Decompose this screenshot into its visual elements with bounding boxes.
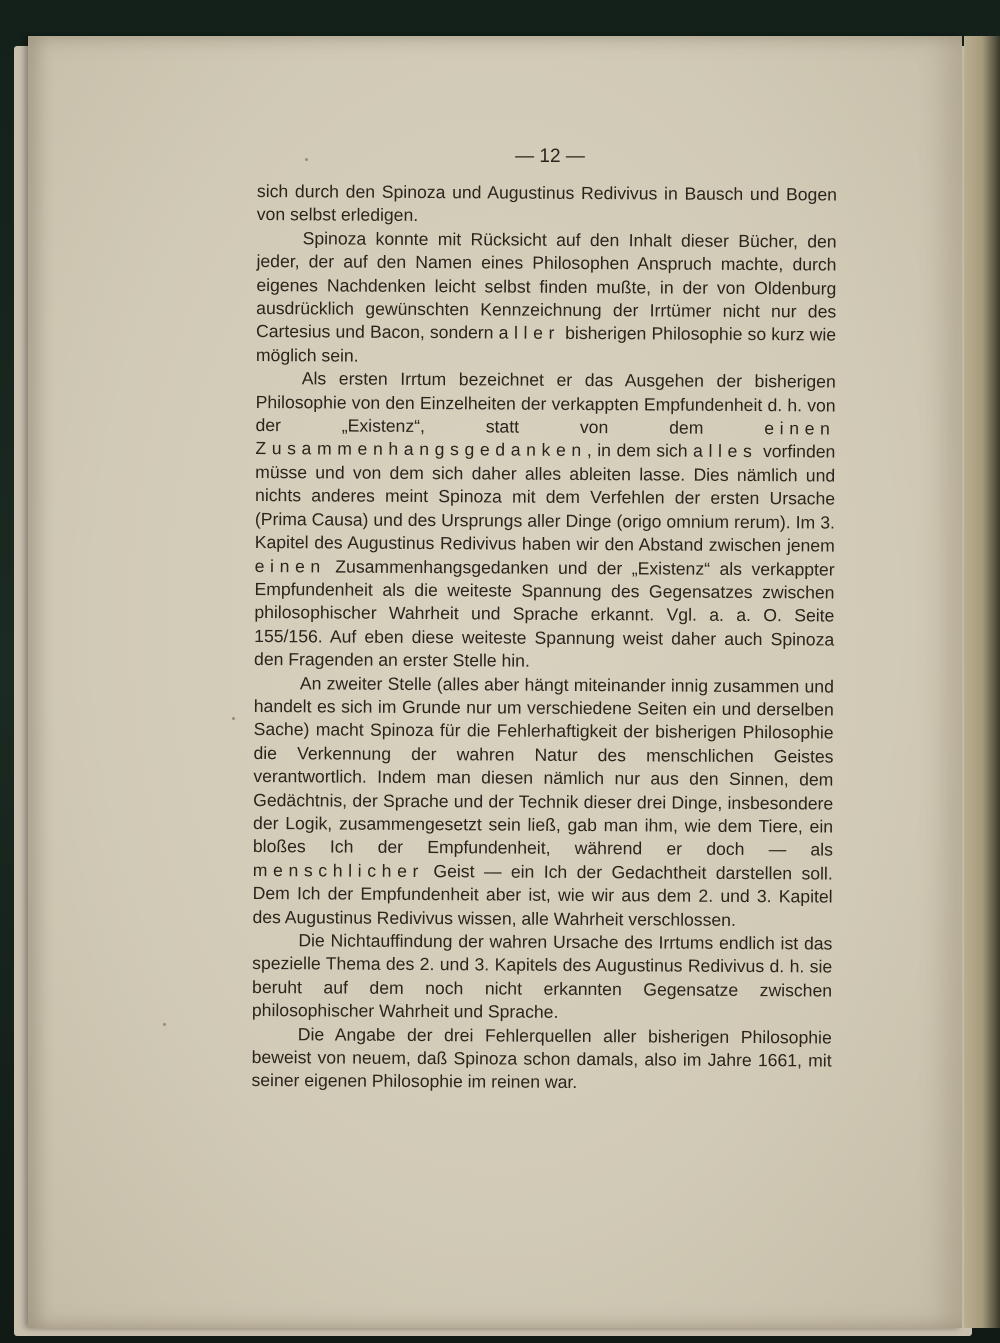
paragraph-text: Zusammenhangsgedanken und der „Existenz“ als verkappter Empfundenheit als die weiteste Spannung des Gegensatzes zwischen philosophischer Wahrheit und Sprache erkannt. Vgl. a. a. O. Seite 155/156. Auf eben diese weiteste Spannung weist daher auch Spinoza den Fragenden an erster Stelle hin. xyxy=(254,555,835,671)
paragraph-text: Die Nichtauffindung der wahren Ursache des Irrtums endlich ist das spezielle Thema des 2. und 3. Kapitels des Augustinus Redivivus d. h. sie beruht auf dem noch nicht erkannten Gegensatze zwischen philosophischer Wahrheit und Sprache. xyxy=(251,930,833,1023)
paragraph xyxy=(251,1023,831,1097)
paragraph-text: Geist — ein Ich der Gedachtheit darstellen soll. Dem Ich der Empfundenheit aber ist, wie wir aus dem 2. und 3. Kapitel des Augustinus Redivivus wissen, alle Wahrheit verschlossen. xyxy=(252,860,833,930)
spaced-emphasis-text: aller xyxy=(498,322,561,344)
spaced-emphasis-text: einen Zusammenhangsgedanken xyxy=(255,418,836,461)
paragraph xyxy=(256,227,837,371)
body-text xyxy=(251,180,837,1096)
paragraph-text: Als ersten Irrtum bezeichnet er das Ausgehen der bisherigen Philosophie von den Einzelheiten der verkappten Empfundenheit d. h. von der „Existenz“, statt von dem xyxy=(255,368,836,439)
paragraph xyxy=(252,929,833,1026)
paragraph-text: Die Angabe der drei Fehlerquellen aller bisherigen Philosophie beweist von neuem, daß Spinoza schon damals, also im Jahre 1661, mit seiner eigenen Philosophie im reinen war. xyxy=(251,1023,832,1093)
paragraph xyxy=(252,672,834,933)
paragraph-text: bisherigen Philosophie so kurz wie möglich sein. xyxy=(255,323,837,366)
paragraph-text: sich durch den Spinoza und Augustinus Redivivus in Bausch und Bogen von selbst erledigen. xyxy=(256,180,837,226)
paper-speck xyxy=(305,158,308,161)
paragraph-text: vorfinden müsse und von dem sich daher alles ableiten lasse. Dies nämlich und nichts anderes meint Spinoza mit dem Verfehlen der ersten Ursache (Prima Causa) und des Ursprungs aller Dinge (origo omnium rerum). Im 3. Kapitel des Augustinus Redivivus haben wir den Abstand zwischen jenem xyxy=(254,441,836,556)
paper-speck xyxy=(232,717,235,720)
paragraph-text: An zweiter Stelle (alles aber hängt miteinander innig zusammen und handelt es sich im Grunde nur um verschiedene Seiten ein und derselben Sache) macht Spinoza für die Fehlerhaftigkeit der bisherigen Philosophie die Verkennung der wahren Natur des menschlichen Geistes verantwortlich. Indem man diesen nämlich nur aus den Sinnen, dem Gedächtnis, der Sprache und der Technik dieser drei Dinge, insbesondere der Logik, zusammengesetzt sein ließ, gab man ihm, wie dem Tiere, ein bloßes Ich der Empfundenheit, während er doch — als xyxy=(252,672,834,860)
spaced-emphasis-text: einen xyxy=(254,555,326,576)
paragraph xyxy=(254,367,836,675)
page-edge-shadow xyxy=(964,36,1000,1328)
spaced-emphasis-text: menschlicher xyxy=(252,859,425,881)
spaced-emphasis-text: alles xyxy=(693,441,758,462)
paragraph xyxy=(257,180,837,230)
paragraph-text: Spinoza konnte mit Rücksicht auf den Inhalt dieser Bücher, den jeder, der auf den Namen eines Philosophen Anspruch machte, durch eigenes Nachdenken leicht selbst finden mußte, in der von Oldenburg ausdrücklich gewünschten Kennzeichnung der Irrtümer nicht nur des Cartesius und Bacon, sondern xyxy=(256,228,837,343)
paragraph-text: , in dem sich xyxy=(586,440,694,462)
paper-speck xyxy=(163,1023,166,1026)
page-number: — 12 — xyxy=(515,146,585,167)
